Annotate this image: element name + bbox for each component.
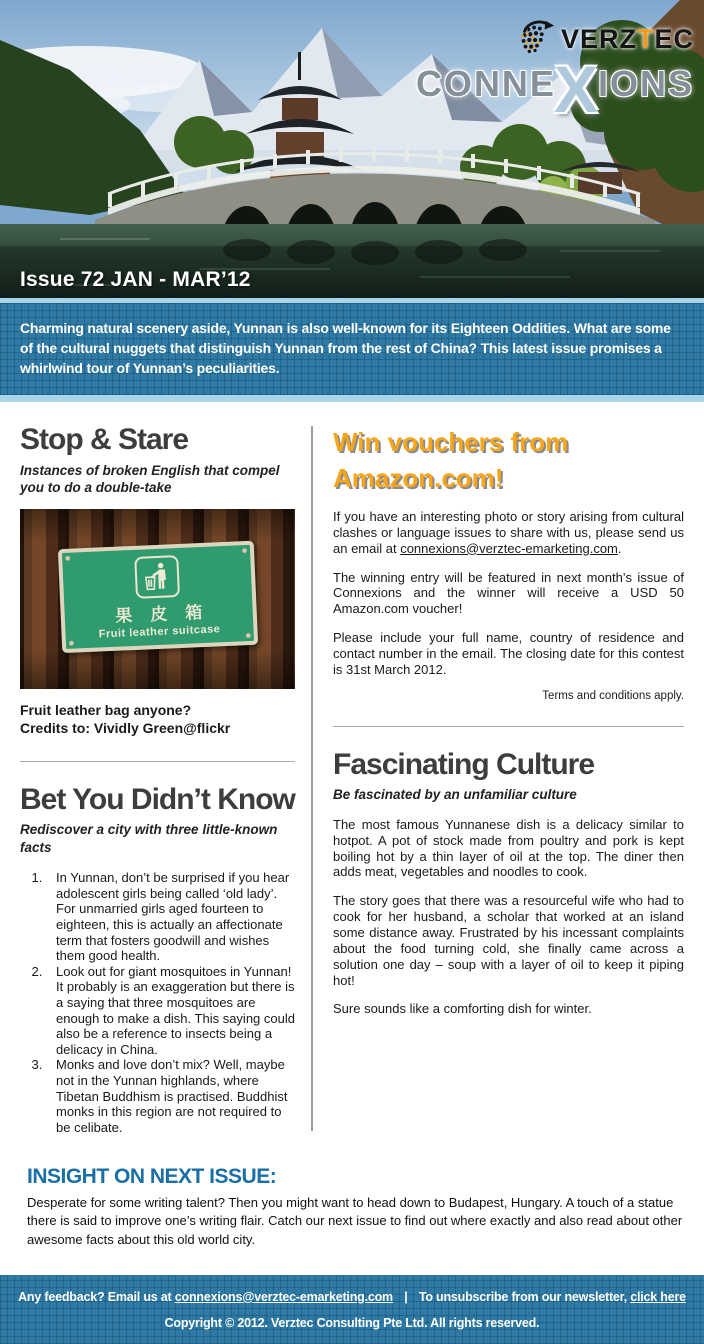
fascinating-culture-title: Fascinating Culture (333, 749, 684, 781)
stop-and-stare-section (20, 402, 295, 737)
verztec-connexions-logo (416, 18, 694, 122)
footer-email-link[interactable]: connexions@verztec-emarketing.com (175, 1290, 393, 1304)
win-vouchers-title: Win vouchers from Amazon.com! (333, 424, 684, 496)
fact-item: 1. In Yunnan, don’t be surprised if you hear adolescent girls being called ‘old lady’. For unmarried girls aged fourteen to eighteen, this is actually an affectionate term that fosters goodwill and wishes them good health. (46, 870, 295, 964)
insight-body: Desperate for some writing talent? Then you might want to head down to Budapest, Hungary. A touch of a statue there is said to improve one’s writing flair. Catch our next issue to find out where exactly and also read about other awesome facts about this old world city. (27, 1194, 684, 1249)
culture-paragraph-1: The most famous Yunnanese dish is a delicacy similar to hotpot. A pot of stock made from poultry and pork is kept boiling hot by a thin layer of oil at the top. The diner then adds meat, vegetables and noodles to cook. (333, 817, 684, 880)
stop-and-stare-subtitle: Instances of broken English that compel you to do a double-take (20, 462, 295, 497)
win-paragraph-2: The winning entry will be featured in next month’s issue of Connexions and the winner will receive a USD 50 Amazon.com voucher! (333, 570, 684, 618)
main-content (0, 402, 704, 1135)
photo-caption: Fruit leather bag anyone? Credits to: Vividly Green@flickr (20, 701, 295, 737)
insight-title: INSIGHT ON NEXT ISSUE: (27, 1165, 684, 1189)
footer-separator: | (404, 1290, 407, 1304)
brand-verztec: VERZTEC (561, 26, 694, 53)
sign-english-text: Fruit leather suitcase (65, 621, 253, 641)
hero-header (0, 0, 704, 298)
screw-icon (241, 548, 246, 553)
footer-copyright: Copyright © 2012. Verztec Consulting Pte Ltd. All rights reserved. (10, 1316, 694, 1330)
insight-next-issue-section (0, 1135, 704, 1275)
fact-item: 3. Monks and love don’t mix? Well, maybe not in the Yunnan highlands, where Tibetan Buddhism is practised. Buddhist monks in this region are not required to be celibate. (46, 1057, 295, 1135)
stop-and-stare-photo (20, 509, 295, 689)
bet-you-didnt-know-title: Bet You Didn’t Know (20, 784, 295, 816)
win-paragraph-1: If you have an interesting photo or story arising from cultural clashes or language issues to share with us, please send us an email at connexions@verztec-emarketing.com. (333, 509, 684, 557)
fascinating-culture-section (333, 727, 684, 1018)
left-column (20, 402, 295, 1135)
culture-paragraph-2: The story goes that there was a resourceful wife who had to cook for her husband, a scholar that worked at an island some distance away. Frustrated by his incessant complaints about the food turning cold, she finally came across a solution one day – soup with a layer of oil to keep it piping hot! (333, 893, 684, 988)
culture-paragraph-3: Sure sounds like a comforting dish for winter. (333, 1001, 684, 1017)
fact-item: 2. Look out for giant mosquitoes in Yunnan! It probably is an exaggeration but there is a saying that three mosquitoes are enough to make a dish. This saying could also be a reference to insects being a delicacy in China. (46, 964, 295, 1058)
terms-note: Terms and conditions apply. (333, 690, 684, 702)
dotted-globe-arrow-icon (515, 18, 557, 60)
brand-connexions: CONNEXIONS (416, 56, 694, 122)
bet-you-didnt-know-subtitle: Rediscover a city with three little-known facts (20, 821, 295, 856)
litter-bin-icon (134, 555, 180, 599)
contest-email-link[interactable]: connexions@verztec-emarketing.com (400, 541, 618, 556)
win-vouchers-section (333, 402, 684, 702)
fascinating-culture-subtitle: Be fascinated by an unfamiliar culture (333, 786, 684, 804)
column-divider (311, 426, 313, 1131)
screw-icon (245, 633, 250, 638)
stop-and-stare-title: Stop & Stare (20, 424, 295, 456)
footer (0, 1275, 704, 1344)
right-column (333, 402, 684, 1135)
sign-chinese-text: 果皮箱 (64, 595, 253, 628)
facts-list (20, 870, 295, 1135)
intro-banner (0, 298, 704, 402)
footer-feedback-line: Any feedback? Email us at connexions@verztec-emarketing.com | To unsubscribe from our newsletter, click here (10, 1290, 694, 1304)
bet-you-didnt-know-section (20, 762, 295, 1136)
issue-label: Issue 72 JAN - MAR’12 (20, 268, 251, 292)
intro-banner-text: Charming natural scenery aside, Yunnan is also well-known for its Eighteen Oddities. What are some of the cultural nuggets that distinguish Yunnan from the rest of China? This latest issue promises a whirlwind tour of Yunnan’s peculiarities. (20, 318, 682, 378)
win-paragraph-3: Please include your full name, country of residence and contact number in the email. The closing date for this contest is 31st March 2012. (333, 630, 684, 678)
screw-icon (65, 555, 70, 560)
fruit-leather-sign (57, 540, 257, 652)
unsubscribe-link[interactable]: click here (630, 1290, 686, 1304)
screw-icon (68, 640, 73, 645)
